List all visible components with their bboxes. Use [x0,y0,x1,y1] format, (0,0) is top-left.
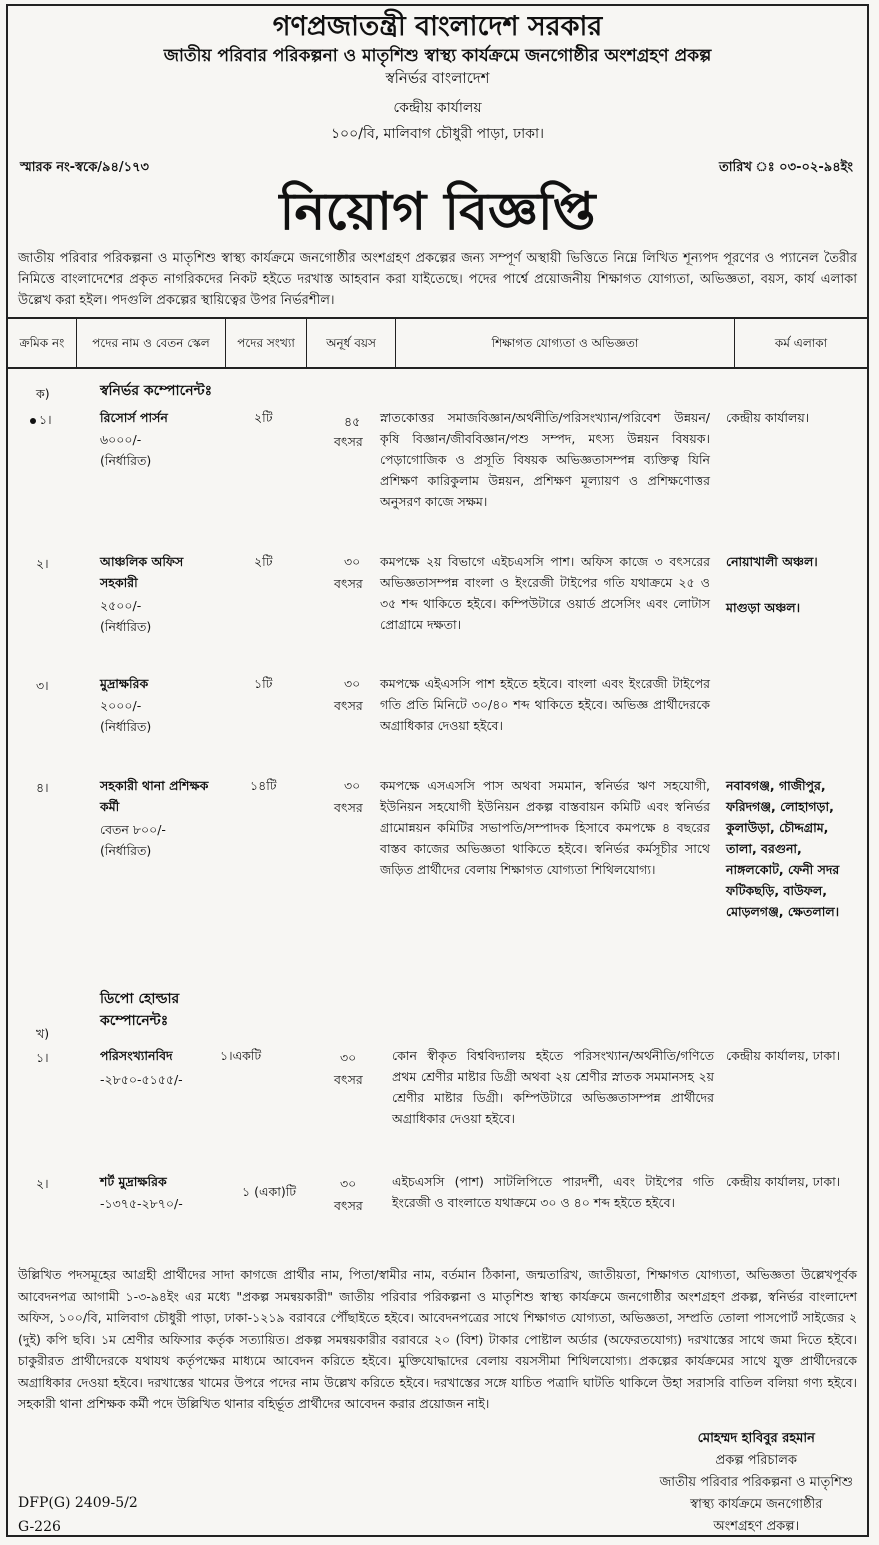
post-pay-a1: ৬০০০/- [100,432,142,447]
post-area-a1: কেন্দ্রীয় কার্যালয়। [726,410,810,425]
post-qual-a1: স্নাতকোত্তর সমাজবিজ্ঞান/অর্থনীতি/পরিসংখ্যান/পরিবেশ উন্নয়ন/কৃষি বিজ্ঞান/জীববিজ্ঞান/পশু সম্পদ, মৎস্য উন্নয়ন বিষয়ক। পেড়াগোজিক ও প্রসূতি বিষয়ক অভিজ্ঞতাসম্পন্ন ব্যক্তিত্ব যিনি প্রশিক্ষণ কারিকুলাম উন্নয়ন, প্রশিক্ষণ মূল্যায়ণ ও প্রশিক্ষণোত্তর অনুসরণ কাজে সক্ষম। [380,410,710,509]
signatory-org-line3: অংশগ্রহণ প্রকল্প। [713,1519,800,1534]
post-ageunit-a2: বৎসর [334,576,363,591]
post-name-a2: আঞ্চলিক অফিস সহকারী [100,554,184,590]
post-age-b2: ৩০ [340,1176,357,1191]
post-name-a1: রিসোর্স পার্সন [100,410,168,425]
post-ageunit-b1: বৎসর [334,1072,363,1087]
post-count-b1: ১।একটি [220,1048,262,1063]
serial-b2: ২। [36,1176,49,1191]
govt-heading: গণপ্রজাতন্ত্রী বাংলাদেশ সরকার [272,11,603,42]
serial-b1: ১। [36,1050,49,1065]
post-ageunit-a4: বৎসর [334,800,363,815]
post-count-a4: ১৪টি [250,778,277,793]
post-name-b2: শর্ট মুদ্রাক্ষরিক [100,1174,167,1189]
col-area: কর্ম এলাকা [735,318,868,368]
col-age: অনূর্ধ বয়স [307,318,396,368]
col-post: পদের নাম ও বেতন স্কেল [77,318,226,368]
post-area2-a2: মাগুড়া অঞ্চল। [726,600,801,615]
advertisement-frame [6,4,869,1537]
post-pay-a3: ২০০০/- [100,698,142,713]
signatory-designation: প্রকল্প পরিচালক [715,1453,798,1468]
post-qual-a4: কমপক্ষে এসএসসি পাস অথবা সমমান, স্বনির্ভর ঋণ সহযোগী, ইউনিয়ন সহযোগী ইউনিয়ন প্রকল্প বাস্তবায়ন কমিটি এবং স্বনির্ভর গ্রামোন্নয়ন কমিটির সভাপতি/সম্পাদক হিসাবে কমপক্ষে ৪ বছরের বাস্তব কাজের অভিজ্ঞতা থাকিতে হইবে। স্বনির্ভর কর্মসূচীর সাথে জড়িত প্রার্থীদের বেলায় শিক্ষাগত যোগ্যতা শিথিলযোগ্য। [380,778,710,877]
org-heading: স্বনির্ভর বাংলাদেশ [385,69,490,87]
post-ageunit-a3: বৎসর [334,698,363,713]
signature-block [660,1428,853,1537]
post-paynote-a1: (নির্ধারিত) [100,453,152,468]
serial-a4: ৪। [36,780,49,795]
post-area-a4: নবাবগঞ্জ, গাজীপুর, ফরিদগঞ্জ, লোহাগড়া, কুলাউড়া, চৌদ্দগ্রাম, তালা, বরগুনা, নাঙ্গলকোট, ফেনী সদর ফটিকছড়ি, বাউফল, মোড়লগঞ্জ, ক্ষেতলাল। [726,778,840,919]
post-count-a2: ২টি [254,554,273,569]
signatory-name: মোহম্মদ হাবিবুর রহমান [697,1431,815,1446]
col-qualification: শিক্ষাগত যোগ্যতা ও অভিজ্ঞতা [396,318,735,368]
post-pay-a4: বেতন ৮০০/- [100,822,166,837]
post-pay-b2: -১৩৭৫-২৮৭০/- [100,1196,183,1211]
notice-date: তারিখ ঃ ০৩-০২-৯৪ইং [719,160,853,175]
post-pay-b1: -২৮৫০-৫১৫৫/- [100,1072,183,1087]
post-qual-b1: কোন স্বীকৃত বিশ্ববিদ্যালয় হইতে পরিসংখ্যান/অর্থনীতি/গণিতে প্রথম শ্রেণীর মাষ্টার ডিগ্রী অথবা ২য় শ্রেণীর স্নাতক সমমানসহ ২য় শ্রেণীর মাষ্টার ডিগ্রী। কম্পিউটারে অভিজ্ঞতাসম্পন্ন প্রার্থীদের অগ্রাধিকার দেওয়া হইবে। [392,1048,714,1126]
post-count-a1: ২টি [254,410,273,425]
post-name-b1: পরিসংখ্যানবিদ [100,1048,173,1063]
section-b-mark: খ) [36,1026,50,1041]
serial-a3: ৩। [36,678,49,693]
post-paynote-a4: (নির্ধারিত) [100,843,152,858]
intro-paragraph: জাতীয় পরিবার পরিকল্পনা ও মাতৃশিশু স্বাস্থ্য কার্যক্রমে জনগোষ্ঠীর অংশগ্রহণ প্রকল্পের জন্য সম্পূর্ণ অস্থায়ী ভিত্তিতে নিম্নে লিখিত শূন্যপদ পূরণের ও প্যানেল তৈরীর নিমিত্তে বাংলাদেশের প্রকৃত নাগরিকদের নিকট হইতে দরখাস্ত আহবান করা যাইতেছে। পদের পার্শ্বে প্রয়োজনীয় শিক্ষাগত যোগ্যতা, অভিজ্ঞতা, বয়স, কার্য এলাকা উল্লেখ করা হইল। পদগুলি প্রকল্পের স্থায়িত্বের উপর নির্ভরশীল। [18,251,857,308]
post-count-b2: ১ (একা)টি [242,1184,297,1199]
post-paynote-a3: (নির্ধারিত) [100,719,152,734]
post-qual-b2: এইচএসসি (পাশ) সাটলিপিতে পারদর্শী, এবং টাইপের গতি ইংরেজী ও বাংলাতে যথাক্রমে ৩০ ও ৪০ শব্দ হইতে হইবে। [392,1174,714,1210]
post-name-a3: মুদ্রাক্ষরিক [100,676,149,691]
section-a-title: স্বনির্ভর কম্পোনেন্টঃ [100,383,213,399]
dfp-code: DFP(G) 2409-5/2 [18,1495,138,1511]
post-ageunit-b2: বৎসর [334,1198,363,1213]
signatory-org-line1: জাতীয় পরিবার পরিকল্পনা ও মাতৃশিশু [659,1475,853,1490]
post-area-a2: নোয়াখালী অঞ্চল। [726,554,818,569]
project-heading: জাতীয় পরিবার পরিকল্পনা ও মাতৃশিশু স্বাস্থ্য কার্যক্রমে জনগোষ্ঠীর অংশগ্রহণ প্রকল্প [163,46,712,66]
application-instructions: উল্লিখিত পদসমূহের আগ্রহী প্রার্থীদের সাদা কাগজে প্রার্থীর নাম, পিতা/স্বামীর নাম, বর্তমান ঠিকানা, জন্মতারিখ, জাতীয়তা, শিক্ষাগত যোগ্যতা, অভিজ্ঞতা উল্লেখপূর্বক আবেদনপত্র আগামী ১-৩-৯৪ইং এর মধ্যে "প্রকল্প সমন্বয়কারী" জাতীয় পরিবার পরিকল্পনা ও মাতৃশিশু স্বাস্থ্য কার্যক্রমে জনগোষ্ঠীর অংশগ্রহণ প্রকল্প, স্বনির্ভর বাংলাদেশ অফিস, ১০০/বি, মালিবাগ চৌধুরী পাড়া, ঢাকা-১২১৯ বরাবরে পৌঁছাইতে হইবে। আবেদনপত্রের সাথে শিক্ষাগত যোগ্যতা, অভিজ্ঞতা, সম্প্রতি তোলা পাসপোর্ট সাইজের ২ (দুই) কপি ছবি। ১ম শ্রেণীর অফিসার কর্তৃক সত্যায়িত। প্রকল্প সমন্বয়কারীর বরাবরে ২০ (বিশ) টাকার পোষ্টাল অর্ডার (অফেরতযোগ্য) দরখাস্তের সাথে জমা দিতে হইবে। চাকুরীরত প্রার্থীদেরকে যথাযথ কর্তৃপক্ষের মাধ্যমে আবেদন করিতে হইবে। মুক্তিযোদ্ধাদের বেলায় বয়সসীমা শিথিলযোগ্য। প্রকল্পের কার্যক্রমের সাথে যুক্ত প্রার্থীদেরকে অগ্রাধিকার দেওয়া হইবে। দরখাস্তের খামের উপরে পদের নাম উল্লেখ করিতে হইবে। দরখাস্তের সঙ্গে যাচিত পত্রাদি ঘাটতি থাকিলে উহা সরাসরি বাতিল বলিয়া গণ্য হইবে। সহকারী থানা প্রশিক্ষক কর্মী পদে উল্লিখিত থানার বহির্ভূত প্রার্থীদের আবেদন করার প্রয়োজন নাই। [18,1267,857,1411]
section-a-mark: ক) [36,386,50,401]
memo-number: স্মারক নং-স্বকে/৯৪/১৭৩ [20,160,150,175]
post-age-a1: ৪৫ [344,414,361,429]
post-age-a4: ৩০ [344,778,361,793]
office-address: ১০০/বি, মালিবাগ চৌধুরী পাড়া, ঢাকা। [330,126,545,142]
signatory-org-line2: স্বাস্থ্য কার্যক্রমে জনগোষ্ঠীর [690,1497,823,1512]
post-qual-a2: কমপক্ষে ২য় বিভাগে এইচএসসি পাশ। অফিস কাজে ৩ বৎসরের অভিজ্ঞতাসম্পন্ন বাংলা ও ইংরেজী টাইপের গতি যথাক্রমে ২৫ ও ৩৫ শব্দ থাকিতে হইবে। কম্পিউটারে ওয়ার্ড প্রসেসিং এবং লোটাস প্রোগ্রামে দক্ষতা। [380,554,710,632]
serial-a2: ২। [36,556,49,571]
post-name-a4: সহকারী থানা প্রশিক্ষক কর্মী [100,778,209,814]
post-pay-a2: ২৫০০/- [100,598,142,613]
post-age-a2: ৩০ [344,554,361,569]
office-heading: কেন্দ্রীয় কার্যালয় [393,100,482,116]
post-qual-a3: কমপক্ষে এইএসসি পাশ হইতে হইবে। বাংলা এবং ইংরেজী টাইপের গতি প্রতি মিনিটে ৩০/৪০ শব্দ থাকিতে হইবে। অভিজ্ঞ প্রার্থীদেরকে অগ্রাধিকার দেওয়া হইবে। [380,676,710,733]
post-area-b2: কেন্দ্রীয় কার্যালয়, ঢাকা। [726,1174,841,1189]
post-count-a3: ১টি [254,676,273,691]
post-paynote-a2: (নির্ধারিত) [100,619,152,634]
col-serial: ক্রমিক নং [8,318,77,368]
g-code: G-226 [18,1519,61,1535]
page-title: নিয়োগ বিজ্ঞপ্তি [279,181,596,242]
post-age-b1: ৩০ [340,1050,357,1065]
section-b-title1: ডিপো হোল্ডার [100,991,180,1007]
section-b-title2: কম্পোনেন্টঃ [100,1013,169,1029]
serial-a1: ১। [30,409,52,430]
reference-row [8,154,867,180]
col-count: পদের সংখ্যা [226,318,307,368]
post-area-b1: কেন্দ্রীয় কার্যালয়, ঢাকা। [726,1048,841,1063]
post-ageunit-a1: বৎসর [334,434,363,449]
posts-table-header [8,317,867,369]
post-age-a3: ৩০ [344,676,361,691]
